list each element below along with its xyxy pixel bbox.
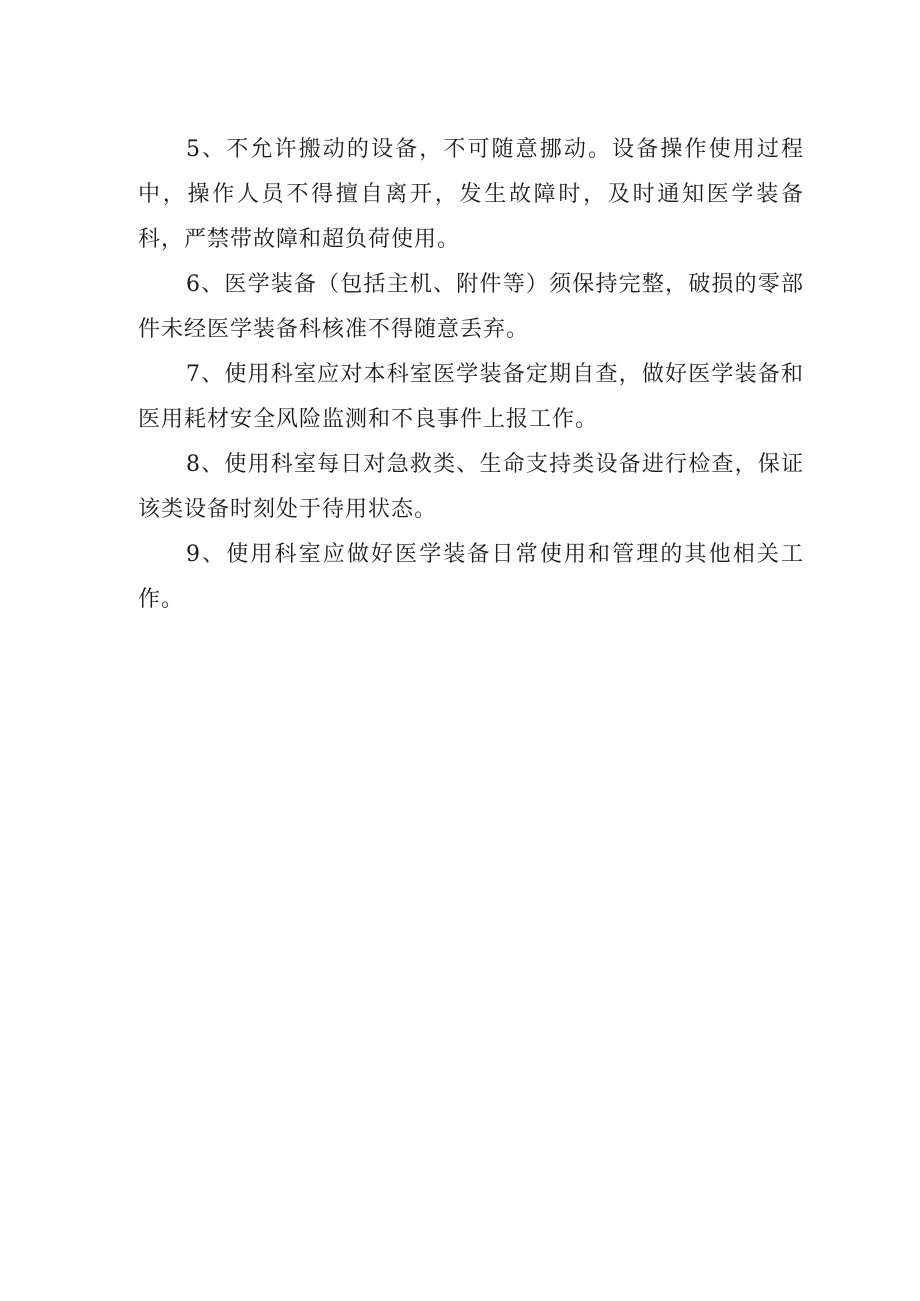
- paragraph-item-8: 8、使用科室每日对急救类、生命支持类设备进行检查，保证该类设备时刻处于待用状态。: [138, 452, 804, 522]
- paragraph-item-7: 7、使用科室应对本科室医学装备定期自查，做好医学装备和医用耗材安全风险监测和不良事件上报工作。: [138, 362, 804, 432]
- document-body: [138, 127, 804, 622]
- paragraph-item-5: 5、不允许搬动的设备，不可随意挪动。设备操作使用过程中，操作人员不得擅自离开，发生故障时，及时通知医学装备科，严禁带故障和超负荷使用。: [138, 137, 804, 252]
- paragraph-item-9: 9、使用科室应做好医学装备日常使用和管理的其他相关工作。: [138, 542, 804, 612]
- paragraph-item-6: 6、医学装备（包括主机、附件等）须保持完整，破损的零部件未经医学装备科核准不得随意丢弃。: [138, 272, 804, 342]
